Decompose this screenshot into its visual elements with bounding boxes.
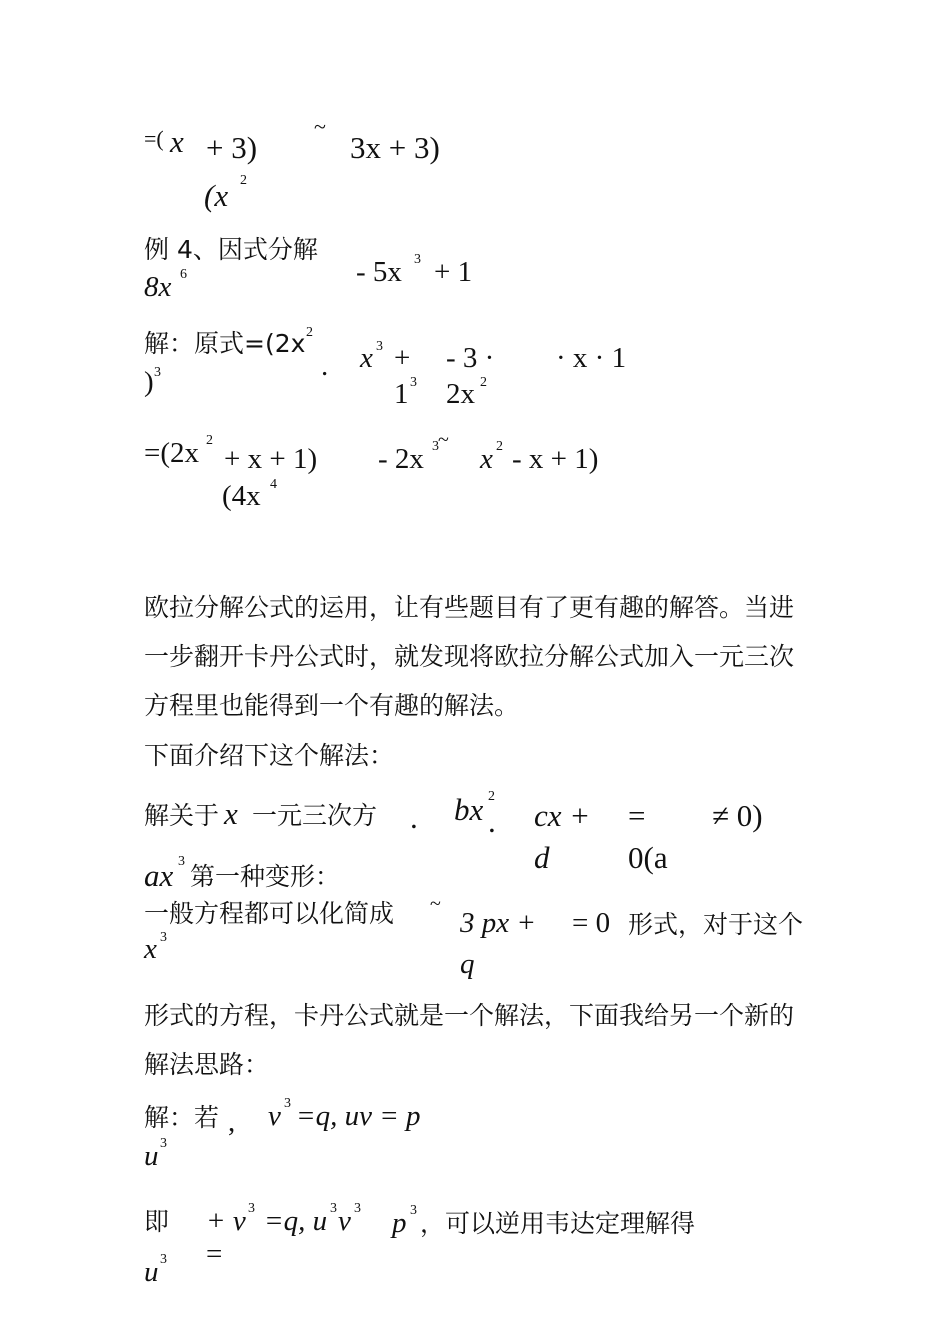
equals: = xyxy=(206,1238,223,1270)
equals-zero: = 0 xyxy=(572,907,611,939)
zero-a: 0(a xyxy=(628,840,668,875)
minus-2x: - 2x xyxy=(378,443,424,475)
cubic-label-b: 一元三次方 xyxy=(252,801,378,830)
dot-x-one: · x · 1 xyxy=(556,342,627,374)
paren-4x: (4x xyxy=(222,480,261,512)
lead-2x: =(2x xyxy=(144,437,200,469)
exponent: 2 xyxy=(496,439,503,454)
then-label: 即 xyxy=(144,1207,170,1236)
exponent: 2 xyxy=(206,433,213,448)
plus-x-plus-1: + x + 1) xyxy=(224,443,318,475)
plus: + xyxy=(394,342,411,374)
exponent: 2 xyxy=(480,375,487,390)
exponent: 3 xyxy=(284,1096,291,1111)
plus-one: + 1 xyxy=(434,256,473,288)
coef-8x: 8x xyxy=(144,271,172,303)
exponent: 3 xyxy=(354,1201,361,1216)
var-x: x xyxy=(170,124,184,159)
comma: , xyxy=(228,1106,236,1138)
exponent: 3 xyxy=(248,1201,255,1216)
tilde-mark: ~ xyxy=(314,114,326,139)
cx-plus: cx + xyxy=(534,798,591,833)
var-x: x xyxy=(360,342,373,374)
var-x: x xyxy=(480,443,493,475)
var-v: v xyxy=(338,1205,351,1237)
var-d: d xyxy=(534,840,550,875)
var-u: u xyxy=(144,1140,159,1172)
var-p: p xyxy=(392,1207,407,1239)
minus-x-plus-1: - x + 1) xyxy=(512,443,599,475)
exponent: 2 xyxy=(306,325,313,340)
eq-open: =( xyxy=(144,126,164,151)
exponent: 3 xyxy=(160,930,167,945)
var-x: x xyxy=(144,933,157,965)
dot: . xyxy=(488,804,496,839)
exponent: 3 xyxy=(414,252,421,267)
exponent: 3 xyxy=(160,1136,167,1151)
exponent: 3 xyxy=(330,1201,337,1216)
paragraph-new-method: 形式的方程，卡丹公式就是一个解法，下面我给另一个新的解法思路： xyxy=(144,1001,795,1079)
solution-if-label: 解：若 xyxy=(144,1103,220,1132)
exponent: 3 xyxy=(178,854,185,869)
bx: bx xyxy=(454,792,484,827)
exponent: 3 xyxy=(410,1203,417,1218)
exponent: 3 xyxy=(432,439,439,454)
three-px-plus: 3 px + xyxy=(460,907,536,939)
plus-v: + v xyxy=(206,1205,246,1237)
paragraph-euler: 欧拉分解公式的运用，让有些题目有了更有趣的解答。当进一步翻开卡丹公式时，就发现将欧拉分解公式加入一元三次方程里也能得到一个有趣的解法。 xyxy=(144,593,795,720)
dot: . xyxy=(410,800,418,835)
exponent: 3 xyxy=(410,375,417,390)
exponent: 6 xyxy=(180,267,187,282)
reduced-label: 一般方程都可以化简成 xyxy=(144,899,395,928)
not-equal-zero: ≠ 0) xyxy=(712,798,763,833)
close-paren: ) xyxy=(144,366,154,398)
one: 1 xyxy=(394,378,409,410)
example-title: 例 4、因式分解 xyxy=(144,235,318,264)
var-q: q xyxy=(460,948,475,980)
var-v: v xyxy=(268,1100,281,1132)
expr-3x-plus-3: 3x + 3) xyxy=(350,130,440,165)
vieta-label: ，可以逆用韦达定理解得 xyxy=(420,1209,696,1238)
two-x: 2x xyxy=(446,378,475,410)
q-uv-p: =q, uv = p xyxy=(296,1100,421,1132)
ax: ax xyxy=(144,858,174,893)
transform-label: 第一种变形： xyxy=(190,862,341,891)
exponent: 2 xyxy=(240,173,247,188)
exponent: 3 xyxy=(376,339,383,354)
exponent: 4 xyxy=(270,477,277,492)
dot: . xyxy=(321,350,329,382)
exponent: 2 xyxy=(488,789,495,804)
minus-three: - 3 · xyxy=(446,342,495,374)
var-x: x xyxy=(224,796,238,831)
exponent: 3 xyxy=(160,1252,167,1267)
exponent: 3 xyxy=(154,365,161,380)
equals: = xyxy=(628,798,646,833)
tilde-mark: ~ xyxy=(438,429,449,451)
minus-5x: - 5x xyxy=(356,256,402,288)
paragraph-intro: 下面介绍下这个解法： xyxy=(144,741,395,770)
tilde-mark: ~ xyxy=(430,893,441,915)
var-u: u xyxy=(144,1256,159,1288)
solution-label: 解：原式=(2x xyxy=(144,329,306,358)
cubic-label-a: 解关于 xyxy=(144,801,220,830)
paren-x: (x xyxy=(204,178,229,213)
q-u: =q, u xyxy=(264,1205,328,1237)
form-label: 形式，对于这个 xyxy=(628,910,804,939)
plus-three: + 3) xyxy=(206,130,258,165)
